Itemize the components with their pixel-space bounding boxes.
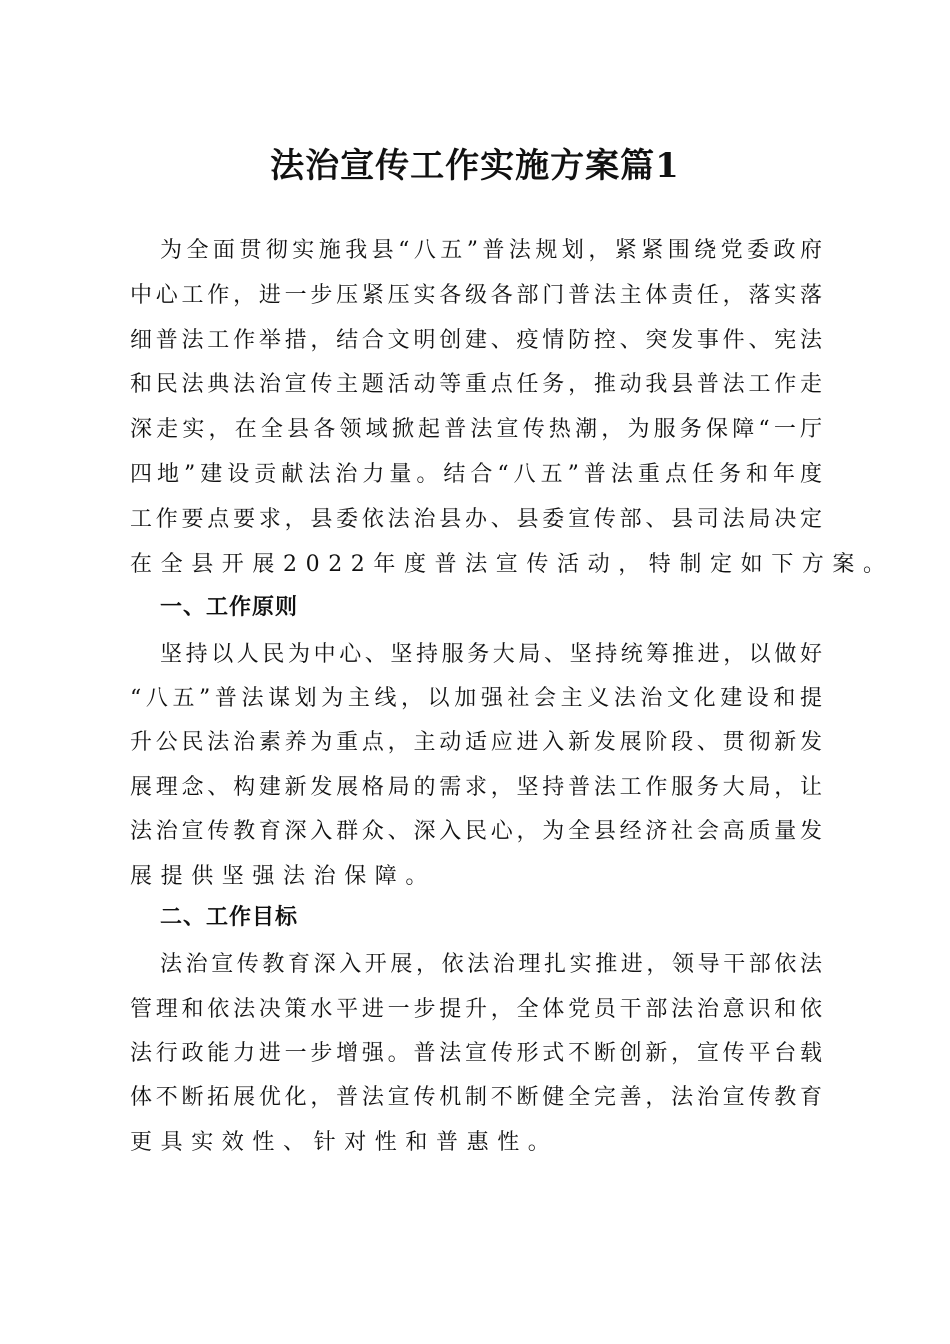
text-line: 更具实效性、针对性和普惠性。 (130, 1130, 559, 1155)
text-line: 升公民法治素养为重点，主动适应进入新发展阶段、贯彻新发 (130, 730, 822, 755)
text-line: 体不断拓展优化，普法宣传机制不断健全完善，法治宣传教育 (130, 1085, 822, 1110)
section-heading-goals: 二、工作目标 (160, 905, 299, 930)
text-line: 和民法典法治宣传主题活动等重点任务，推动我县普法工作走 (130, 372, 822, 397)
text-line: “八五”普法谋划为主线，以加强社会主义法治文化建设和提 (130, 686, 822, 711)
text-line: 展提供坚强法治保障。 (130, 864, 437, 889)
text-line: 坚持以人民为中心、坚持服务大局、坚持统筹推进，以做好 (160, 642, 822, 667)
text-line: 中心工作，进一步压紧压实各级各部门普法主体责任，落实落 (130, 283, 822, 308)
text-line: 四地”建设贡献法治力量。结合“八五”普法重点任务和年度 (130, 462, 822, 487)
text-line: 法行政能力进一步增强。普法宣传形式不断创新，宣传平台载 (130, 1041, 822, 1066)
text-line: 在全县开展2022年度普法宣传活动，特制定如下方案。 (130, 552, 894, 577)
document-title: 法治宣传工作实施方案篇1 (270, 146, 680, 186)
text-line: 法治宣传教育深入群众、深入民心，为全县经济社会高质量发 (130, 819, 822, 844)
text-line: 管理和依法决策水平进一步提升，全体党员干部法治意识和依 (130, 997, 822, 1022)
text-line: 为全面贯彻实施我县“八五”普法规划，紧紧围绕党委政府 (160, 238, 822, 263)
text-line: 工作要点要求，县委依法治县办、县委宣传部、县司法局决定 (130, 507, 822, 532)
section-heading-principles: 一、工作原则 (160, 595, 299, 620)
text-line: 细普法工作举措，结合文明创建、疫情防控、突发事件、宪法 (130, 328, 822, 353)
text-line: 法治宣传教育深入开展，依法治理扎实推进，领导干部依法 (160, 952, 822, 977)
text-line: 展理念、构建新发展格局的需求，坚持普法工作服务大局，让 (130, 775, 822, 800)
text-line: 深走实，在全县各领域掀起普法宣传热潮，为服务保障“一厅 (130, 417, 822, 442)
